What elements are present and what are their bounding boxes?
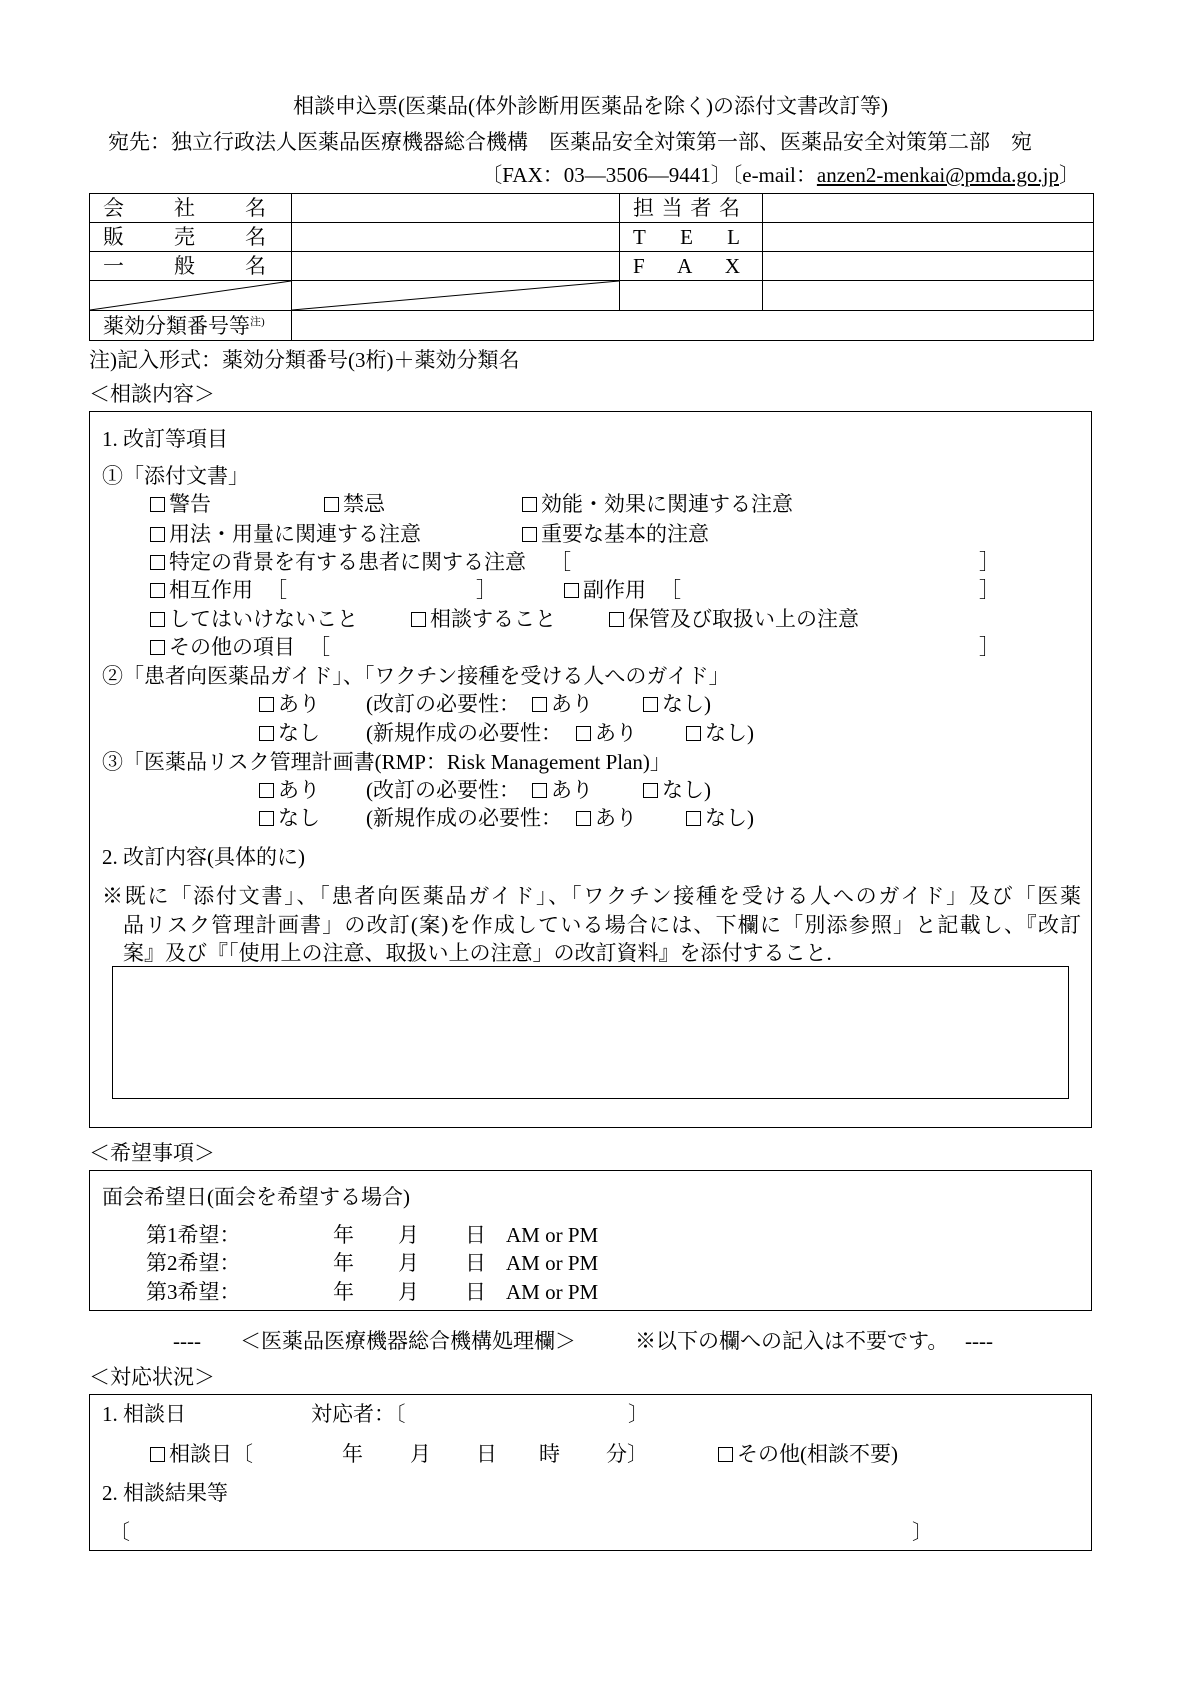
minute-unit: 分〕 — [606, 1442, 648, 1466]
item2-title: 2. 改訂内容(具体的に) — [102, 845, 305, 869]
checkbox-guide-not-exists-label: なし — [278, 721, 320, 745]
bracket-close: ］ — [476, 578, 497, 602]
checkbox-rmp-new-no-box[interactable] — [686, 811, 701, 826]
blank-value-cell — [292, 281, 620, 311]
checkbox-efficacy-precaution[interactable] — [520, 493, 793, 515]
blank-label-cell — [90, 281, 292, 311]
company-name-label-text: 会 社 名 — [103, 196, 266, 220]
checkbox-consult-date-box[interactable] — [150, 1447, 165, 1462]
patient-guide-title: ②「患者向医薬品ガイド」、「ワクチン接種を受ける人へのガイド」 — [102, 664, 730, 688]
instruction-line-3: 案』及び『「使用上の注意、取扱い上の注意」の改訂資料』を添付すること. — [123, 941, 832, 965]
efficacy-class-label — [90, 311, 292, 341]
checkbox-guide-new-no[interactable] — [684, 722, 754, 744]
contact-line — [481, 164, 1080, 186]
handler-close: 〕 — [628, 1402, 649, 1426]
bracket-open: ［ — [660, 578, 681, 602]
checkbox-other-items-box[interactable] — [150, 640, 165, 655]
day-unit: 日 — [465, 1251, 486, 1275]
tel-input[interactable] — [763, 223, 1094, 252]
checkbox-rmp-revision-no-label: なし) — [662, 778, 711, 802]
guide-new-need-label: (新規作成の必要性： — [366, 721, 562, 745]
consult-month-input[interactable] — [366, 1443, 408, 1465]
checkbox-warning[interactable] — [148, 493, 211, 515]
checkbox-guide-new-yes-box[interactable] — [576, 726, 591, 741]
result-open-bracket: 〔 — [109, 1520, 130, 1544]
ampm-choice: AM or PM — [506, 1251, 599, 1275]
checkbox-adverse-reaction-box[interactable] — [564, 583, 579, 598]
month-unit: 月 — [398, 1223, 419, 1247]
handler-label: 対応者：〔 — [311, 1402, 406, 1426]
diagonal-line — [90, 281, 291, 310]
wish-2-day-input[interactable] — [421, 1252, 463, 1274]
checkbox-other-items-label: その他の項目 — [169, 635, 295, 659]
contact-close: 〕 — [1059, 163, 1080, 187]
checkbox-rmp-revision-yes[interactable] — [530, 779, 593, 801]
checkbox-interaction[interactable] — [148, 579, 253, 601]
consultation-heading: ＜相談内容＞ — [89, 382, 215, 406]
checkbox-consult-date-label: 相談日〔 — [169, 1442, 253, 1466]
day-unit: 日 — [465, 1223, 486, 1247]
email-link[interactable]: anzen2-menkai@pmda.go.jp — [816, 163, 1059, 187]
checkbox-rmp-exists-box[interactable] — [259, 783, 274, 798]
consult-minute-input[interactable] — [563, 1443, 603, 1465]
item1-title: 1. 改訂等項目 — [102, 427, 228, 451]
day-unit: 日 — [465, 1280, 486, 1304]
ampm-choice: AM or PM — [506, 1280, 599, 1304]
entry-format-note: 注)記入形式：薬効分類番号(3桁)＋薬効分類名 — [89, 348, 520, 372]
checkbox-guide-new-no-box[interactable] — [686, 726, 701, 741]
pmda-dashes-right: ---- — [965, 1329, 993, 1353]
wish-2-month-input[interactable] — [356, 1252, 396, 1274]
guide-revision-need-label: (改訂の必要性： — [366, 692, 520, 716]
revision-content-textarea[interactable] — [112, 966, 1069, 1099]
checkbox-rmp-new-yes[interactable] — [574, 807, 637, 829]
bracket-close: ］ — [979, 550, 1000, 574]
rmp-title: ③「医薬品リスク管理計画書(RMP：Risk Management Plan)」 — [102, 750, 671, 774]
checkbox-guide-new-yes-label: あり — [595, 721, 637, 745]
month-unit: 月 — [398, 1251, 419, 1275]
bracket-open: ［ — [309, 635, 330, 659]
bracket-close: ］ — [979, 578, 1000, 602]
person-in-charge-label — [620, 194, 763, 223]
checkbox-contraindication[interactable] — [322, 493, 385, 515]
checkbox-interaction-label: 相互作用 — [169, 578, 253, 602]
brand-name-label — [90, 223, 292, 252]
brand-name-input[interactable] — [292, 223, 620, 252]
checkbox-adverse-reaction[interactable] — [562, 579, 646, 601]
addressee: 宛先：独立行政法人医薬品医療機器総合機構 医薬品安全対策第一部、医薬品安全対策第二部 宛 — [108, 130, 1032, 154]
checkbox-rmp-revision-no-box[interactable] — [643, 783, 658, 798]
checkbox-storage[interactable] — [607, 608, 859, 630]
checkbox-specific-background-label: 特定の背景を有する患者に関する注意 — [169, 550, 526, 574]
checkbox-guide-new-no-label: なし) — [705, 721, 754, 745]
wishes-box — [89, 1170, 1092, 1311]
checkbox-guide-not-exists-box[interactable] — [259, 726, 274, 741]
result-close-bracket: 〕 — [912, 1520, 933, 1544]
checkbox-consult-date[interactable] — [148, 1443, 253, 1465]
checkbox-rmp-not-exists-label: なし — [278, 806, 320, 830]
extra-value-input[interactable] — [763, 281, 1094, 311]
generic-name-label — [90, 252, 292, 281]
checkbox-contraindication-box[interactable] — [324, 497, 339, 512]
package-insert-title: ①「添付文書」 — [102, 464, 249, 488]
person-in-charge-input[interactable] — [763, 194, 1094, 223]
pmda-section-title: ＜医薬品医療機器総合機構処理欄＞ — [240, 1329, 576, 1353]
company-name-label — [90, 194, 292, 223]
year-unit: 年 — [333, 1223, 354, 1247]
checkbox-other-no-consult-label: その他(相談不要) — [737, 1442, 898, 1466]
month-unit: 月 — [410, 1442, 431, 1466]
interaction-detail-input[interactable] — [290, 579, 472, 601]
meeting-date-title: 面会希望日(面会を希望する場合) — [102, 1185, 410, 1209]
checkbox-rmp-exists-label: あり — [278, 778, 320, 802]
adverse-reaction-detail-input[interactable] — [684, 579, 974, 601]
company-name-input[interactable] — [292, 194, 620, 223]
pmda-dashes-left: ---- — [173, 1329, 201, 1353]
status-item2-title: 2. 相談結果等 — [102, 1481, 228, 1505]
wish-2-year-input[interactable] — [250, 1252, 330, 1274]
checkbox-rmp-exists[interactable] — [257, 779, 320, 801]
wish-2-label: 第2希望： — [146, 1251, 241, 1275]
checkbox-rmp-revision-yes-label: あり — [551, 778, 593, 802]
checkbox-efficacy-precaution-box[interactable] — [522, 497, 537, 512]
instruction-line-2: 品リスク管理計画書」の改訂(案)を作成している場合には、下欄に「別添参照」と記載し、『改訂 — [123, 913, 1081, 937]
checkbox-contraindication-label: 禁忌 — [343, 492, 385, 516]
checkbox-guide-revision-no-label: なし) — [662, 692, 711, 716]
brand-name-label-text: 販 売 名 — [103, 225, 266, 249]
checkbox-guide-revision-no-box[interactable] — [643, 697, 658, 712]
checkbox-other-no-consult-box[interactable] — [718, 1447, 733, 1462]
ampm-choice: AM or PM — [506, 1223, 599, 1247]
checkbox-consult[interactable] — [409, 608, 556, 630]
year-unit: 年 — [333, 1251, 354, 1275]
checkbox-dosage-precaution-box[interactable] — [150, 527, 165, 542]
applicant-info-table — [89, 193, 1094, 341]
checkbox-storage-label: 保管及び取扱い上の注意 — [628, 607, 859, 631]
checkbox-rmp-new-no-label: なし) — [705, 806, 754, 830]
checkbox-rmp-not-exists[interactable] — [257, 807, 320, 829]
checkbox-storage-box[interactable] — [609, 612, 624, 627]
consultation-result-input[interactable] — [132, 1521, 908, 1543]
wishes-heading: ＜希望事項＞ — [89, 1141, 215, 1165]
checkbox-guide-revision-no[interactable] — [641, 693, 711, 715]
status-heading: ＜対応状況＞ — [89, 1365, 215, 1389]
generic-name-label-text: 一 般 名 — [103, 254, 266, 278]
wish-3-month-input[interactable] — [356, 1281, 396, 1303]
checkbox-consult-box[interactable] — [411, 612, 426, 627]
form-title: 相談申込票(医薬品(体外診断用医薬品を除く)の添付文書改訂等) — [293, 94, 888, 118]
consult-day-input[interactable] — [434, 1443, 474, 1465]
checkbox-warning-label: 警告 — [169, 492, 211, 516]
consult-hour-input[interactable] — [500, 1443, 536, 1465]
checkbox-rmp-revision-no[interactable] — [641, 779, 711, 801]
checkbox-efficacy-precaution-label: 効能・効果に関連する注意 — [541, 492, 793, 516]
note-mark: 注) — [250, 315, 265, 328]
instruction-line-1: ※既に「添付文書」、「患者向医薬品ガイド」、「ワクチン接種を受ける人へのガイド」及び「医薬 — [102, 884, 1081, 908]
fax-info: 〔FAX：03―3506―9441〕〔e-mail： — [481, 163, 817, 187]
handler-input[interactable] — [418, 1403, 623, 1425]
checkbox-important-precaution-box[interactable] — [522, 527, 537, 542]
checkbox-do-not-box[interactable] — [150, 612, 165, 627]
day-unit: 日 — [476, 1442, 497, 1466]
rmp-revision-need-label: (改訂の必要性： — [366, 778, 520, 802]
tel-label — [620, 223, 763, 252]
checkbox-guide-exists-box[interactable] — [259, 697, 274, 712]
checkbox-important-precaution-label: 重要な基本的注意 — [541, 522, 709, 546]
status-item1-title: 1. 相談日 — [102, 1402, 186, 1426]
checkbox-guide-not-exists[interactable] — [257, 722, 320, 744]
checkbox-consult-label: 相談すること — [430, 607, 556, 631]
wish-1-label: 第1希望： — [146, 1223, 241, 1247]
checkbox-adverse-reaction-label: 副作用 — [583, 578, 646, 602]
checkbox-guide-revision-yes[interactable] — [530, 693, 593, 715]
checkbox-important-precaution[interactable] — [520, 523, 709, 545]
wish-1-day-input[interactable] — [421, 1224, 463, 1246]
checkbox-interaction-box[interactable] — [150, 583, 165, 598]
wish-3-year-input[interactable] — [250, 1281, 330, 1303]
extra-label-input[interactable] — [620, 281, 763, 311]
checkbox-guide-new-yes[interactable] — [574, 722, 637, 744]
checkbox-guide-revision-yes-label: あり — [551, 692, 593, 716]
checkbox-guide-exists[interactable] — [257, 693, 320, 715]
checkbox-rmp-revision-yes-box[interactable] — [532, 783, 547, 798]
checkbox-specific-background-box[interactable] — [150, 555, 165, 570]
tel-label-text: T E L — [633, 225, 740, 249]
checkbox-do-not-label: してはいけないこと — [169, 607, 358, 631]
checkbox-do-not[interactable] — [148, 608, 358, 630]
wish-3-label: 第3希望： — [146, 1280, 241, 1304]
checkbox-specific-background[interactable] — [148, 551, 526, 573]
efficacy-class-input[interactable] — [292, 311, 1094, 341]
other-items-detail-input[interactable] — [333, 636, 974, 658]
pmda-section-note: ※以下の欄への記入は不要です。 — [635, 1329, 949, 1353]
checkbox-other-no-consult[interactable] — [716, 1443, 898, 1465]
rmp-new-need-label: (新規作成の必要性： — [366, 806, 562, 830]
fax-input[interactable] — [763, 252, 1094, 281]
generic-name-input[interactable] — [292, 252, 620, 281]
hour-unit: 時 — [539, 1442, 560, 1466]
specific-background-detail-input[interactable] — [574, 551, 974, 573]
checkbox-rmp-new-yes-box[interactable] — [576, 811, 591, 826]
person-in-charge-label-text: 担 当 者 名 — [633, 196, 740, 220]
wish-3-day-input[interactable] — [421, 1281, 463, 1303]
checkbox-rmp-not-exists-box[interactable] — [259, 811, 274, 826]
checkbox-dosage-precaution-label: 用法・用量に関連する注意 — [169, 522, 421, 546]
month-unit: 月 — [398, 1280, 419, 1304]
consultation-box — [89, 411, 1092, 1128]
checkbox-rmp-new-yes-label: あり — [595, 806, 637, 830]
bracket-open: ［ — [550, 550, 571, 574]
year-unit: 年 — [333, 1280, 354, 1304]
status-box — [89, 1394, 1092, 1551]
year-unit: 年 — [342, 1442, 363, 1466]
bracket-close: ］ — [979, 635, 1000, 659]
bracket-open: ［ — [266, 578, 287, 602]
checkbox-warning-box[interactable] — [150, 497, 165, 512]
checkbox-other-items[interactable] — [148, 636, 295, 658]
efficacy-class-label-text: 薬効分類番号等 — [103, 313, 250, 338]
diagonal-line — [292, 281, 619, 310]
wish-1-year-input[interactable] — [250, 1224, 330, 1246]
wish-1-month-input[interactable] — [356, 1224, 396, 1246]
checkbox-dosage-precaution[interactable] — [148, 523, 421, 545]
checkbox-rmp-new-no[interactable] — [684, 807, 754, 829]
fax-label-text: F A X — [633, 254, 740, 278]
checkbox-guide-exists-label: あり — [278, 692, 320, 716]
fax-label — [620, 252, 763, 281]
consult-year-input[interactable] — [258, 1443, 338, 1465]
checkbox-guide-revision-yes-box[interactable] — [532, 697, 547, 712]
